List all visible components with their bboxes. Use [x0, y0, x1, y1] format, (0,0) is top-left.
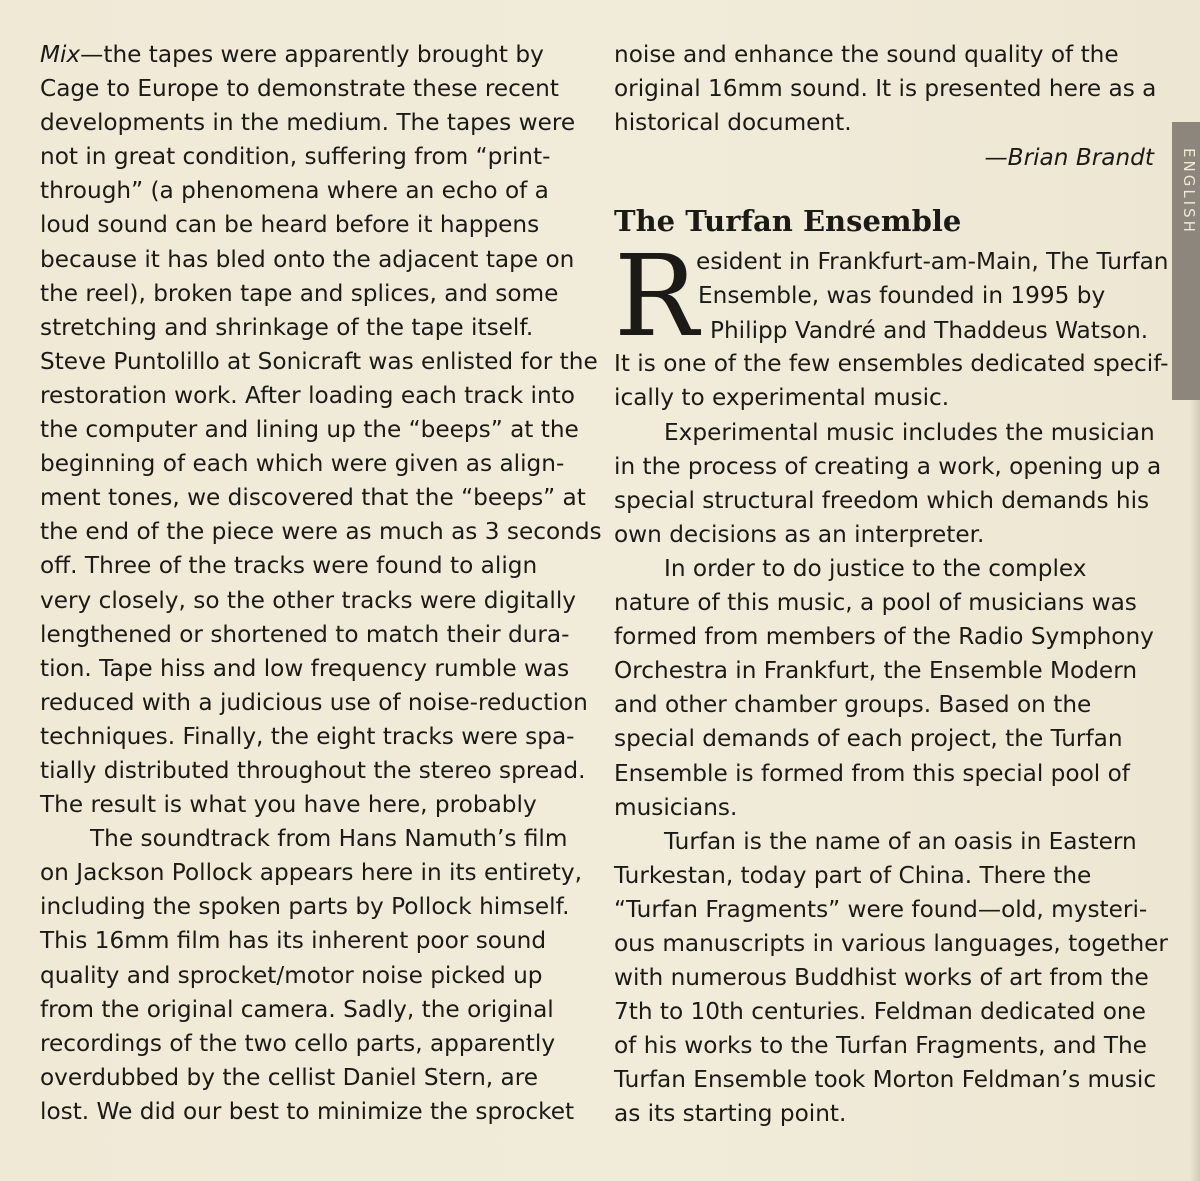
text-line: including the spoken parts by Pollock himself. [40, 893, 570, 921]
text-line: with numerous Buddhist works of art from the [614, 964, 1149, 992]
text-line: on Jackson Pollock appears here in its entirety, [40, 859, 582, 887]
text-line: ous manuscripts in various languages, together [614, 929, 1168, 957]
left-column [40, 38, 602, 1129]
text-line: as its starting point. [614, 1100, 847, 1128]
text-line: The soundtrack from Hans Namuth’s film [90, 825, 568, 853]
text-line: very closely, so the other tracks were digitally [40, 586, 577, 614]
text-line: special structural freedom which demands his [614, 486, 1150, 514]
text-line: loud sound can be heard before it happens [40, 211, 540, 239]
text-line: the reel), broken tape and splices, and some [40, 279, 559, 307]
text-line: Turfan is the name of an oasis in Eastern [664, 827, 1137, 855]
text-line: ically to experimental music. [614, 384, 950, 412]
text-line: esident in Frankfurt-am-Main, The Turfan [696, 248, 1169, 276]
text-line: lost. We did our best to minimize the sprocket [40, 1097, 575, 1125]
text-line: tion. Tape hiss and low frequency rumble was [40, 654, 570, 682]
text-line: overdubbed by the cellist Daniel Stern, are [40, 1063, 539, 1091]
dropcap-paragraph [614, 232, 1169, 363]
text-line: The result is what you have here, probably [40, 791, 537, 819]
text-line: formed from members of the Radio Symphony [614, 623, 1154, 651]
text-line: nature of this music, a pool of musicians was [614, 589, 1137, 617]
text-line: ment tones, we discovered that the “beeps” at [40, 484, 586, 512]
text-line: Ensemble, was founded in 1995 by [698, 282, 1106, 310]
text-line: Turkestan, today part of China. There the [614, 861, 1092, 889]
text-line: through” (a phenomena where an echo of a [40, 177, 549, 205]
text-line: because it has bled onto the adjacent tape on [40, 245, 575, 273]
text-line: restoration work. After loading each track into [40, 381, 575, 409]
text-line: recordings of the two cello parts, apparently [40, 1029, 556, 1057]
text-line: 7th to 10th centuries. Feldman dedicated one [614, 998, 1146, 1026]
text-line: lengthened or shortened to match their dura- [40, 620, 570, 648]
text-line: off. Three of the tracks were found to align [40, 552, 538, 580]
text-line: noise and enhance the sound quality of the [614, 41, 1119, 68]
text-line: own decisions as an interpreter. [614, 520, 985, 548]
text-line: Experimental music includes the musician [664, 418, 1155, 446]
text-line: from the original camera. Sadly, the original [40, 995, 554, 1023]
text-line: “Turfan Fragments” were found—old, mysteri- [614, 895, 1148, 923]
text-line: tially distributed throughout the stereo spread. [40, 756, 586, 784]
text-line: not in great condition, suffering from “print- [40, 143, 551, 171]
text-line: the end of the piece were as much as 3 seconds [40, 518, 602, 546]
text-line: historical document. [614, 109, 852, 137]
text-line: reduced with a judicious use of noise-reduction [40, 688, 588, 716]
text-line: developments in the medium. The tapes were [40, 109, 576, 137]
text-line: special demands of each project, the Turfan [614, 725, 1123, 753]
text-line: This 16mm film has its inherent poor sound [40, 927, 547, 955]
text-line: It is one of the few ensembles dedicated specif- [614, 350, 1169, 378]
text-line: Turfan Ensemble took Morton Feldman’s music [614, 1066, 1157, 1094]
text-line: techniques. Finally, the eight tracks were spa- [40, 722, 575, 750]
section-heading: The Turfan Ensemble [614, 204, 962, 239]
text-line [40, 38, 585, 72]
text-fragment: —the tapes were apparently brought by [80, 41, 544, 68]
page-edge-shadow [1190, 400, 1200, 1181]
text-line: beginning of each which were given as align- [40, 450, 565, 478]
text-line: Ensemble is formed from this special pool of [614, 759, 1130, 787]
text-line: stretching and shrinkage of the tape itself. [40, 313, 534, 341]
text-line: and other chamber groups. Based on the [614, 691, 1092, 719]
italic-title-word: Mix [40, 41, 81, 68]
text-line: quality and sprocket/motor noise picked up [40, 961, 543, 989]
text-line: Philipp Vandré and Thaddeus Watson. [710, 316, 1149, 344]
text-line: in the process of creating a work, opening up a [614, 452, 1162, 480]
text-line: Steve Puntolillo at Sonicraft was enlisted for the [40, 347, 598, 375]
text-line: In order to do justice to the complex [664, 554, 1087, 582]
drop-cap-letter: R [614, 232, 699, 363]
right-column [614, 38, 1169, 1132]
language-tab-label: ENGLISH [1180, 148, 1198, 235]
text-line: of his works to the Turfan Fragments, and The [614, 1032, 1147, 1060]
text-line: the computer and lining up the “beeps” at the [40, 416, 579, 444]
text-line: Orchestra in Frankfurt, the Ensemble Modern [614, 657, 1138, 685]
text-line: musicians. [614, 793, 738, 821]
text-line: original 16mm sound. It is presented here as a [614, 75, 1157, 103]
author-attribution: —Brian Brandt [984, 144, 1154, 172]
text-line: Cage to Europe to demonstrate these recent [40, 75, 559, 103]
